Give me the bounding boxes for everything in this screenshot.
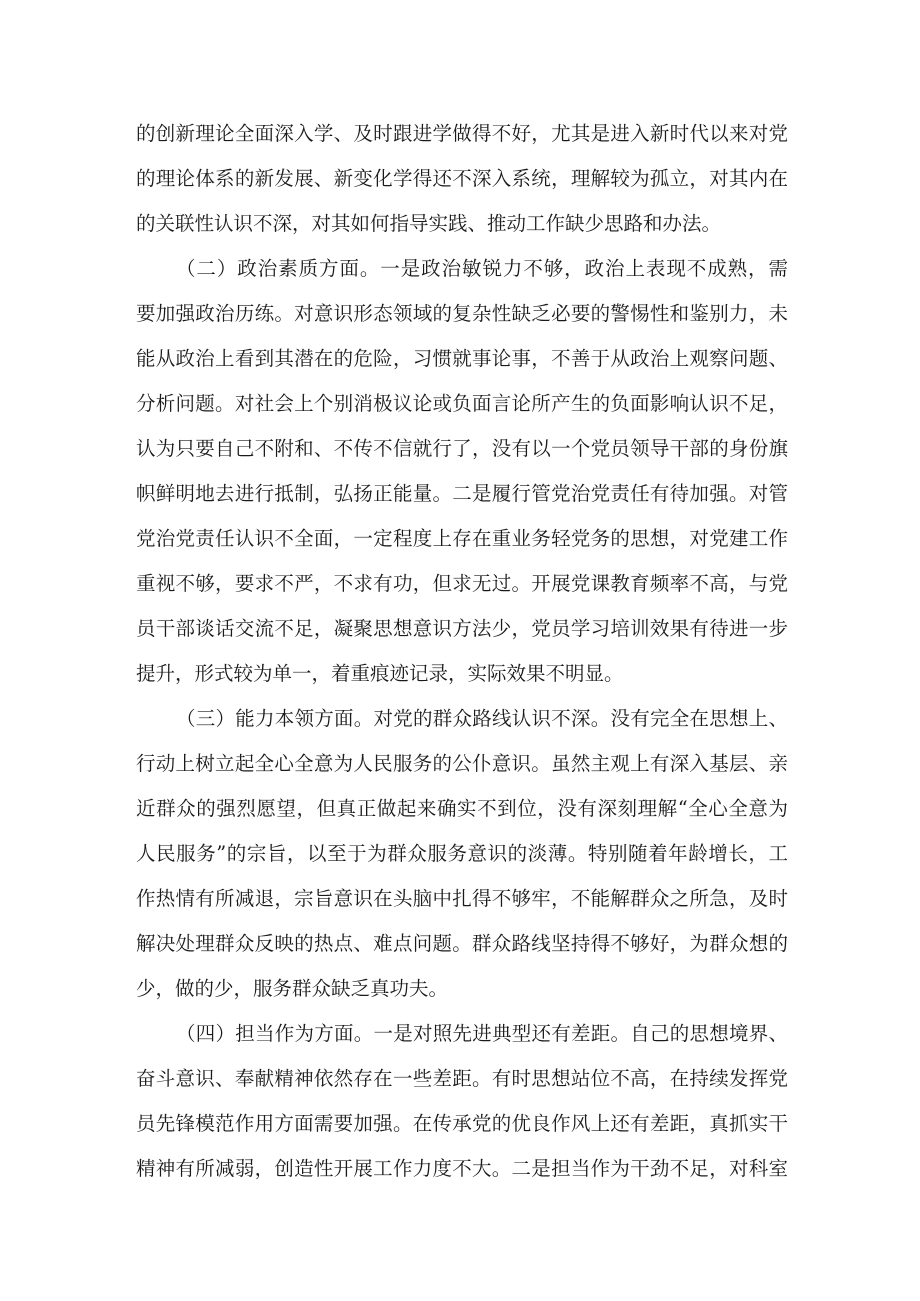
paragraph-4-line-2: 奋斗意识、奉献精神依然存在一些差距。有时思想站位不高，在持续发挥党 bbox=[136, 1067, 788, 1090]
paragraph-1-line-3: 的关联性认识不深，对其如何指导实践、推动工作缺少思路和办法。 bbox=[136, 212, 722, 235]
paragraph-2-line-6: 帜鲜明地去进行抵制，弘扬正能量。二是履行管党治党责任有待加强。对管 bbox=[136, 482, 788, 505]
paragraph-3-line-2: 行动上树立起全心全意为人民服务的公仆意识。虽然主观上有深入基层、亲 bbox=[136, 752, 788, 775]
paragraph-4-line-4: 精神有所减弱，创造性开展工作力度不大。二是担当作为干劲不足，对科室 bbox=[136, 1157, 788, 1180]
paragraph-3-line-3: 近群众的强烈愿望，但真正做起来确实不到位，没有深刻理解“全心全意为 bbox=[136, 797, 788, 820]
paragraph-3-line-7: 少，做的少，服务群众缺乏真功夫。 bbox=[136, 977, 449, 1000]
paragraph-3-line-4: 人民服务”的宗旨，以至于为群众服务意识的淡薄。特别随着年龄增长，工 bbox=[136, 842, 788, 865]
paragraph-2-line-8: 重视不够，要求不严，不求有功，但求无过。开展党课教育频率不高，与党 bbox=[136, 572, 788, 595]
paragraph-2-line-4: 分析问题。对社会上个别消极议论或负面言论所产生的负面影响认识不足， bbox=[136, 392, 788, 415]
paragraph-3-line-1: （三）能力本领方面。对党的群众路线认识不深。没有完全在思想上、 bbox=[176, 707, 788, 730]
paragraph-2-line-10: 提升，形式较为单一，着重痕迹记录，实际效果不明显。 bbox=[136, 662, 624, 685]
paragraph-2-line-1: （二）政治素质方面。一是政治敏锐力不够，政治上表现不成熟，需 bbox=[176, 257, 788, 280]
paragraph-4-line-1: （四）担当作为方面。一是对照先进典型还有差距。自己的思想境界、 bbox=[176, 1022, 788, 1045]
paragraph-2-line-9: 员干部谈话交流不足，凝聚思想意识方法少，党员学习培训效果有待进一步 bbox=[136, 617, 788, 640]
paragraph-2-line-2: 要加强政治历练。对意识形态领域的复杂性缺乏必要的警惕性和鉴别力，未 bbox=[136, 302, 788, 325]
paragraph-1-line-2: 的理论体系的新发展、新变化学得还不深入系统，理解较为孤立，对其内在 bbox=[136, 167, 788, 190]
paragraph-1-line-1: 的创新理论全面深入学、及时跟进学做得不好，尤其是进入新时代以来对党 bbox=[136, 122, 788, 145]
paragraph-4-line-3: 员先锋模范作用方面需要加强。在传承党的优良作风上还有差距，真抓实干 bbox=[136, 1112, 788, 1135]
paragraph-2-line-3: 能从政治上看到其潜在的危险，习惯就事论事，不善于从政治上观察问题、 bbox=[136, 347, 788, 370]
paragraph-2-line-5: 认为只要自己不附和、不传不信就行了，没有以一个党员领导干部的身份旗 bbox=[136, 437, 788, 460]
paragraph-3-line-5: 作热情有所减退，宗旨意识在头脑中扎得不够牢，不能解群众之所急，及时 bbox=[136, 887, 788, 910]
paragraph-3-line-6: 解决处理群众反映的热点、难点问题。群众路线坚持得不够好，为群众想的 bbox=[136, 932, 788, 955]
paragraph-2-line-7: 党治党责任认识不全面，一定程度上存在重业务轻党务的思想，对党建工作 bbox=[136, 527, 788, 550]
